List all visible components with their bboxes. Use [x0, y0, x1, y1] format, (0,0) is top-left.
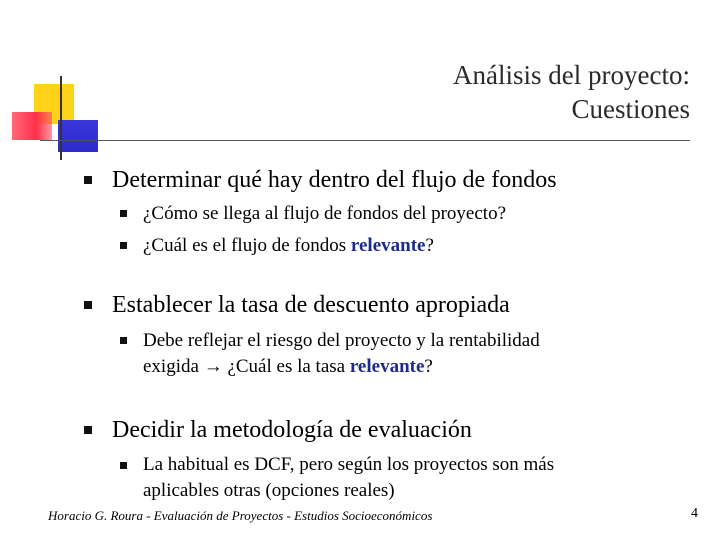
emphasis-relevante: relevante: [350, 235, 426, 256]
arrow-right-icon: →: [203, 356, 223, 377]
section-3-heading: Decidir la metodología de evaluación: [112, 417, 472, 443]
section-1-heading: Determinar qué hay dentro del flujo de fondos: [112, 167, 557, 193]
section-3-item-1-line-2: aplicables otras (opciones reales): [143, 480, 395, 501]
item-text-end: ?: [424, 356, 433, 377]
section-1-item-2: [143, 234, 434, 258]
bullet-square-icon: [84, 176, 92, 184]
page-number: 4: [691, 506, 698, 521]
bullet-square-icon: [84, 426, 92, 434]
item-text: exigida: [143, 356, 204, 377]
item-text: ¿Cuál es el flujo de fondos: [143, 235, 351, 256]
title-line-2: Cuestiones: [571, 94, 690, 124]
item-text-mid: ¿Cuál es la tasa: [222, 356, 350, 377]
bullet-square-icon: [120, 462, 127, 469]
bullet-square-icon: [84, 301, 92, 309]
section-3-item-1-line-1: La habitual es DCF, pero según los proyectos son más: [143, 454, 555, 475]
item-text-end: ?: [425, 235, 434, 256]
logo-blue-square: [58, 120, 98, 152]
footer-text: Horacio G. Roura - Evaluación de Proyectos - Estudios Socioeconómicos: [48, 508, 433, 523]
emphasis-relevante: relevante: [349, 356, 425, 377]
bullet-square-icon: [120, 242, 127, 249]
section-2-item-1-line-1: Debe reflejar el riesgo del proyecto y la rentabilidad: [143, 330, 540, 351]
section-1-item-1: ¿Cómo se llega al flujo de fondos del proyecto?: [143, 203, 507, 224]
bullet-square-icon: [120, 337, 127, 344]
logo-vertical-line: [60, 76, 62, 160]
title-divider: [40, 140, 690, 141]
bullet-square-icon: [120, 210, 127, 217]
slide-title: [453, 58, 690, 126]
section-2-item-1-line-2: [143, 355, 433, 379]
title-line-1: Análisis del proyecto:: [453, 60, 690, 90]
logo-red-square: [12, 112, 52, 140]
section-2-heading: Establecer la tasa de descuento apropiada: [112, 292, 510, 318]
